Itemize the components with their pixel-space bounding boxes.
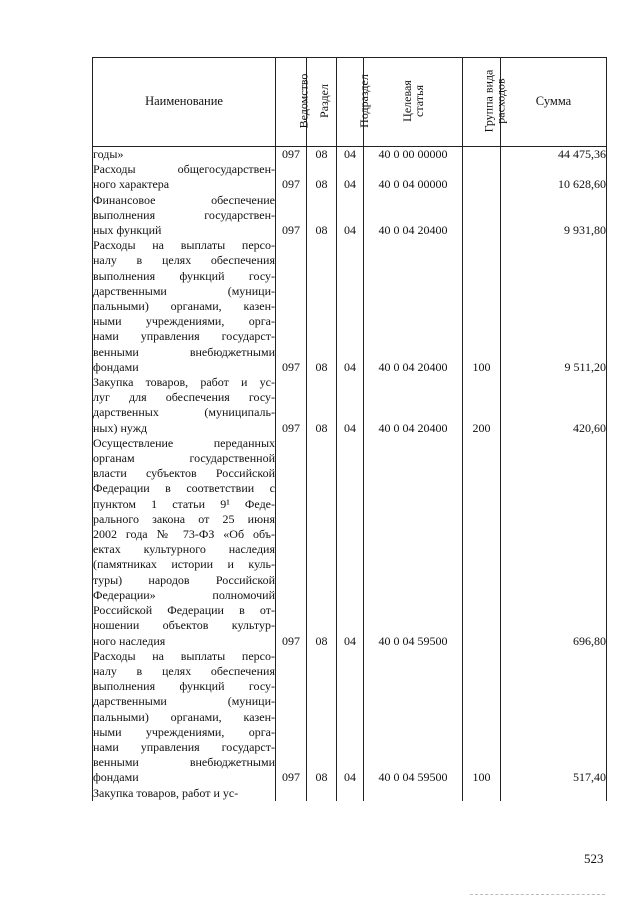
table-row [93, 649, 607, 786]
col-gruppa-vida: 100 [463, 238, 501, 375]
row-name-line: дарственных (муниципаль- [93, 405, 275, 420]
col-celevaya-statya: 40 0 04 20400 [364, 238, 463, 375]
row-name [93, 375, 276, 436]
col-celevaya-statya: 40 0 04 20400 [364, 193, 463, 239]
row-name-line: годы» [93, 147, 124, 161]
table-row [93, 193, 607, 239]
col-razdel: 08 [307, 649, 337, 786]
col-summa: 10 628,60 [501, 162, 607, 192]
col-summa: 517,40 [501, 649, 607, 786]
row-name [93, 162, 276, 192]
row-name-line: дарственными (муници- [93, 283, 275, 298]
row-name-line: ного характера [93, 177, 170, 192]
row-name-line: пальными) органами, казен- [93, 299, 275, 314]
row-name-line: Расходы на выплаты персо- [93, 648, 275, 663]
footer-rule [470, 894, 605, 895]
row-name [93, 786, 276, 801]
table-body [93, 147, 607, 801]
col-gruppa-vida [463, 162, 501, 192]
col-gruppa-vida: 200 [463, 375, 501, 436]
col-razdel: 08 [307, 162, 337, 192]
col-gruppa-vida [463, 147, 501, 163]
row-name-line: налу в целях обеспечения [93, 253, 275, 268]
row-name-line: нами управления государст- [93, 329, 275, 344]
row-name-line: Закупка товаров, работ и ус- [93, 785, 239, 800]
col-podrazdel: 04 [337, 162, 364, 192]
col-podrazdel: 04 [337, 375, 364, 436]
row-name-line: органам государственной [93, 451, 275, 466]
header-razdel: Раздел [307, 58, 337, 147]
col-vedomstvo: 097 [276, 162, 307, 192]
row-name-line: (памятниках истории и куль- [93, 557, 275, 572]
col-vedomstvo: 097 [276, 147, 307, 163]
col-razdel: 08 [307, 147, 337, 163]
col-razdel: 08 [307, 193, 337, 239]
col-vedomstvo: 097 [276, 193, 307, 239]
row-name-line: луг для обеспечения госу- [93, 390, 275, 405]
row-name-line: ного наследия [93, 633, 166, 648]
row-name-line: дарственными (муници- [93, 694, 275, 709]
row-name [93, 147, 276, 163]
col-podrazdel [337, 786, 364, 801]
col-gruppa-vida: 100 [463, 649, 501, 786]
col-gruppa-vida [463, 436, 501, 649]
row-name-line: налу в целях обеспечения [93, 663, 275, 678]
row-name-line: фондами [93, 770, 139, 785]
row-name [93, 649, 276, 786]
table-row [93, 162, 607, 192]
row-name-line: туры) народов Российской [93, 572, 275, 587]
col-vedomstvo [276, 786, 307, 801]
row-name-line: Закупка товаров, работ и ус- [93, 375, 275, 390]
row-name-line: выполнения государствен- [93, 207, 275, 222]
col-summa: 9 511,20 [501, 238, 607, 375]
row-name-line: венными внебюджетными [93, 344, 275, 359]
table-header-row [93, 58, 607, 147]
header-name: Наименование [93, 58, 276, 147]
row-name-line: Финансовое обеспечение [93, 192, 275, 207]
table-row [93, 238, 607, 375]
row-name [93, 436, 276, 649]
row-name-line: рального закона от 25 июня [93, 511, 275, 526]
col-podrazdel: 04 [337, 238, 364, 375]
row-name-line: пунктом 1 статьи 9¹ Феде- [93, 496, 275, 511]
table-row [93, 147, 607, 163]
header-summa: Сумма [501, 58, 607, 147]
col-celevaya-statya [364, 786, 463, 801]
col-razdel [307, 786, 337, 801]
row-name-line: власти субъектов Российской [93, 466, 275, 481]
row-name-line: Федерации в соответствии с [93, 481, 275, 496]
row-name-line: Российской Федерации в от- [93, 603, 275, 618]
row-name-line: Осуществление переданных [93, 435, 275, 450]
col-celevaya-statya: 40 0 00 00000 [364, 147, 463, 163]
table-row [93, 436, 607, 649]
header-gruppa-vida-rashodov: Группа вида расходов [463, 58, 501, 147]
col-vedomstvo: 097 [276, 375, 307, 436]
row-name-line: венными внебюджетными [93, 755, 275, 770]
row-name-line: ектах культурного наследия [93, 542, 275, 557]
row-name-line: Расходы общегосударствен- [93, 162, 275, 177]
col-razdel: 08 [307, 375, 337, 436]
row-name-line: ных функций [93, 223, 162, 238]
row-name-line: фондами [93, 359, 139, 374]
header-celevaya-statya: Целевая статья [364, 58, 463, 147]
row-name-line: выполнения функций госу- [93, 679, 275, 694]
header-vedomstvo: Ведомство [276, 58, 307, 147]
row-name [93, 193, 276, 239]
row-name-line: выполнения функций госу- [93, 268, 275, 283]
col-vedomstvo: 097 [276, 238, 307, 375]
col-summa: 696,80 [501, 436, 607, 649]
header-podrazdel: Подраздел [337, 58, 364, 147]
col-podrazdel: 04 [337, 649, 364, 786]
col-podrazdel: 04 [337, 147, 364, 163]
col-celevaya-statya: 40 0 04 20400 [364, 375, 463, 436]
page-number: 523 [584, 851, 604, 866]
col-razdel: 08 [307, 436, 337, 649]
row-name-line: нами управления государст- [93, 739, 275, 754]
row-name-line: Федерации» полномочий [93, 587, 275, 602]
col-vedomstvo: 097 [276, 649, 307, 786]
row-name-line: ными учреждениями, орга- [93, 724, 275, 739]
row-name-line: Расходы на выплаты персо- [93, 238, 275, 253]
col-summa: 9 931,80 [501, 193, 607, 239]
row-name-line: ношении объектов культур- [93, 618, 275, 633]
row-name-line: ными учреждениями, орга- [93, 314, 275, 329]
col-summa: 44 475,36 [501, 147, 607, 163]
col-razdel: 08 [307, 238, 337, 375]
col-celevaya-statya: 40 0 04 59500 [364, 649, 463, 786]
col-celevaya-statya: 40 0 04 00000 [364, 162, 463, 192]
col-gruppa-vida [463, 193, 501, 239]
col-podrazdel: 04 [337, 436, 364, 649]
col-celevaya-statya: 40 0 04 59500 [364, 436, 463, 649]
col-vedomstvo: 097 [276, 436, 307, 649]
row-name [93, 238, 276, 375]
row-name-line: 2002 года № 73-ФЗ «Об объ- [93, 527, 275, 542]
col-gruppa-vida [463, 786, 501, 801]
row-name-line: пальными) органами, казен- [93, 709, 275, 724]
col-summa: 420,60 [501, 375, 607, 436]
budget-table [92, 57, 607, 801]
table-row [93, 375, 607, 436]
table-row [93, 786, 607, 801]
row-name-line: ных) нужд [93, 420, 148, 435]
col-podrazdel: 04 [337, 193, 364, 239]
col-summa [501, 786, 607, 801]
